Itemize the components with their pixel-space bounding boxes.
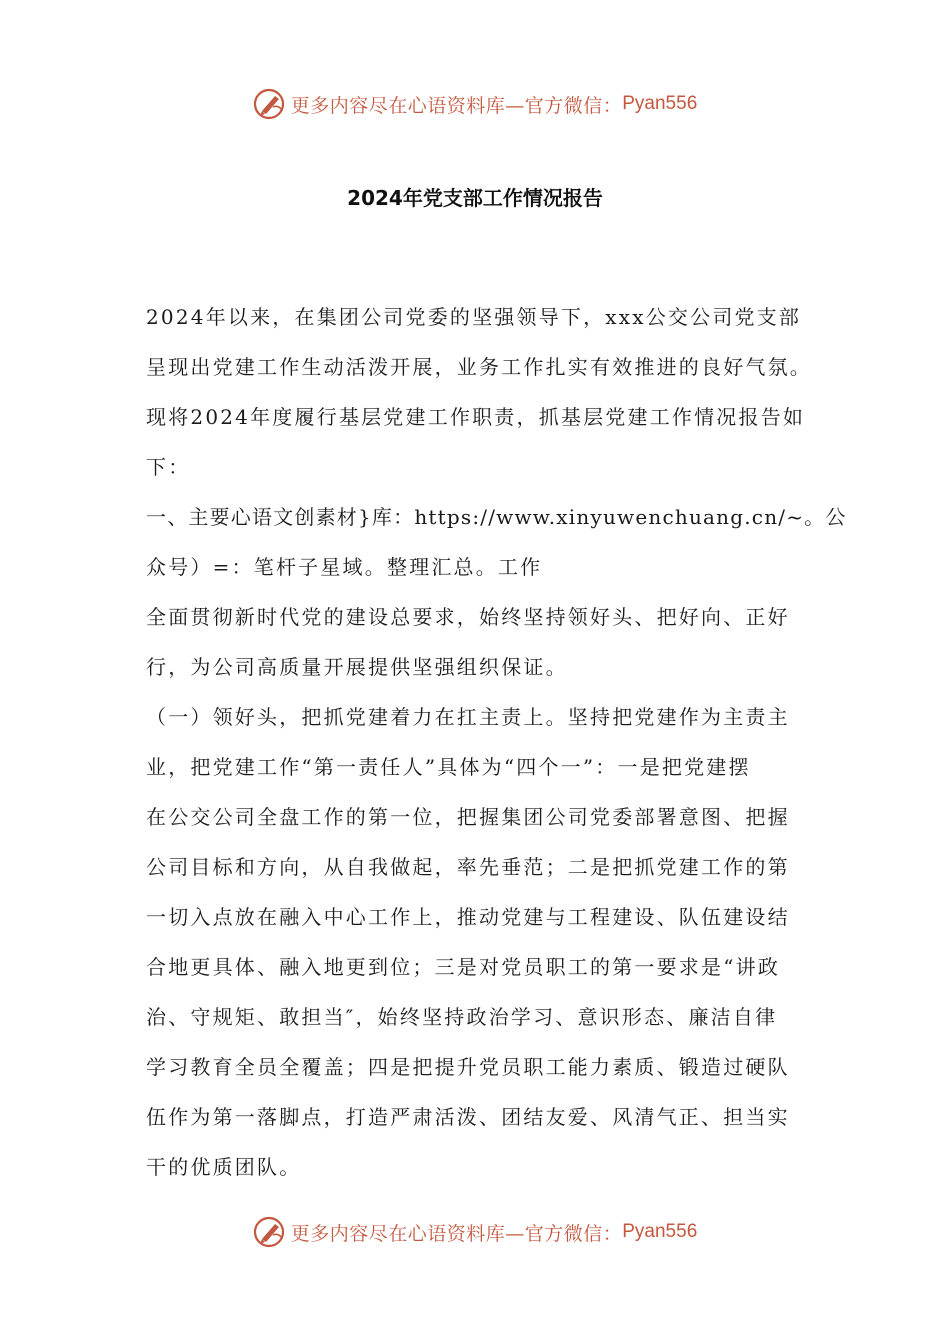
document-title: 2024年党支部工作情况报告 [347,186,603,210]
banner-wechat-id: Pyan556 [622,1221,698,1242]
body-line: 2024年以来，在集团公司党委的坚强领导下，xxx公交公司党支部 [146,305,802,329]
body-line: 众号）=：笔杆子星域。整理汇总。工作 [146,555,543,579]
body-line: 在公交公司全盘工作的第一位，把握集团公司党委部署意图、把握 [146,805,790,829]
body-line: 一切入点放在融入中心工作上，推动党建与工程建设、队伍建设结 [146,905,790,929]
body-line: 一、主要心语文创素材}库：https://www.xinyuwenchuang.cn/~。公 [146,505,847,529]
pen-logo-icon [253,87,287,121]
body-line: 合地更具体、融入地更到位；三是对党员职工的第一要求是“讲政 [146,955,781,979]
body-line: 呈现出党建工作生动活泼开展，业务工作扎实有效推进的良好气氛。 [146,355,812,379]
body-line: 现将2024年度履行基层党建工作职责，抓基层党建工作情况报告如 [146,405,806,429]
body-line: 学习教育全员全覆盖；四是把提升党员职工能力素质、锻造过硬队 [146,1055,790,1079]
banner-site-text: 更多内容尽在心语资料库—官方微信： [290,94,623,117]
body-line: 公司目标和方向，从自我做起，率先垂范；二是把抓党建工作的第 [146,855,790,879]
body-line: 行，为公司高质量开展提供坚强组织保证。 [146,655,568,679]
body-line: 业，把党建工作“第一责任人”具体为“四个一”：一是把党建摆 [146,755,751,779]
body-line: （一）领好头，把抓党建着力在扛主责上。坚持把党建作为主责主 [146,705,790,729]
banner-site-text: 更多内容尽在心语资料库—官方微信： [290,1222,623,1245]
body-line: 干的优质团队。 [146,1155,302,1179]
body-line: 下： [146,455,191,479]
body-line: 全面贯彻新时代党的建设总要求，始终坚持领好头、把好向、正好 [146,605,790,629]
body-line: 治、守规矩、敢担当″，始终坚持政治学习、意识形态、廉洁自律 [146,1005,778,1029]
body-line: 伍作为第一落脚点，打造严肃活泼、团结友爱、风清气正、担当实 [146,1105,790,1129]
footer-banner [0,1212,950,1252]
header-banner [0,84,950,124]
banner-wechat-id: Pyan556 [622,93,698,114]
pen-logo-icon [253,1215,287,1249]
document-body [146,297,847,1197]
